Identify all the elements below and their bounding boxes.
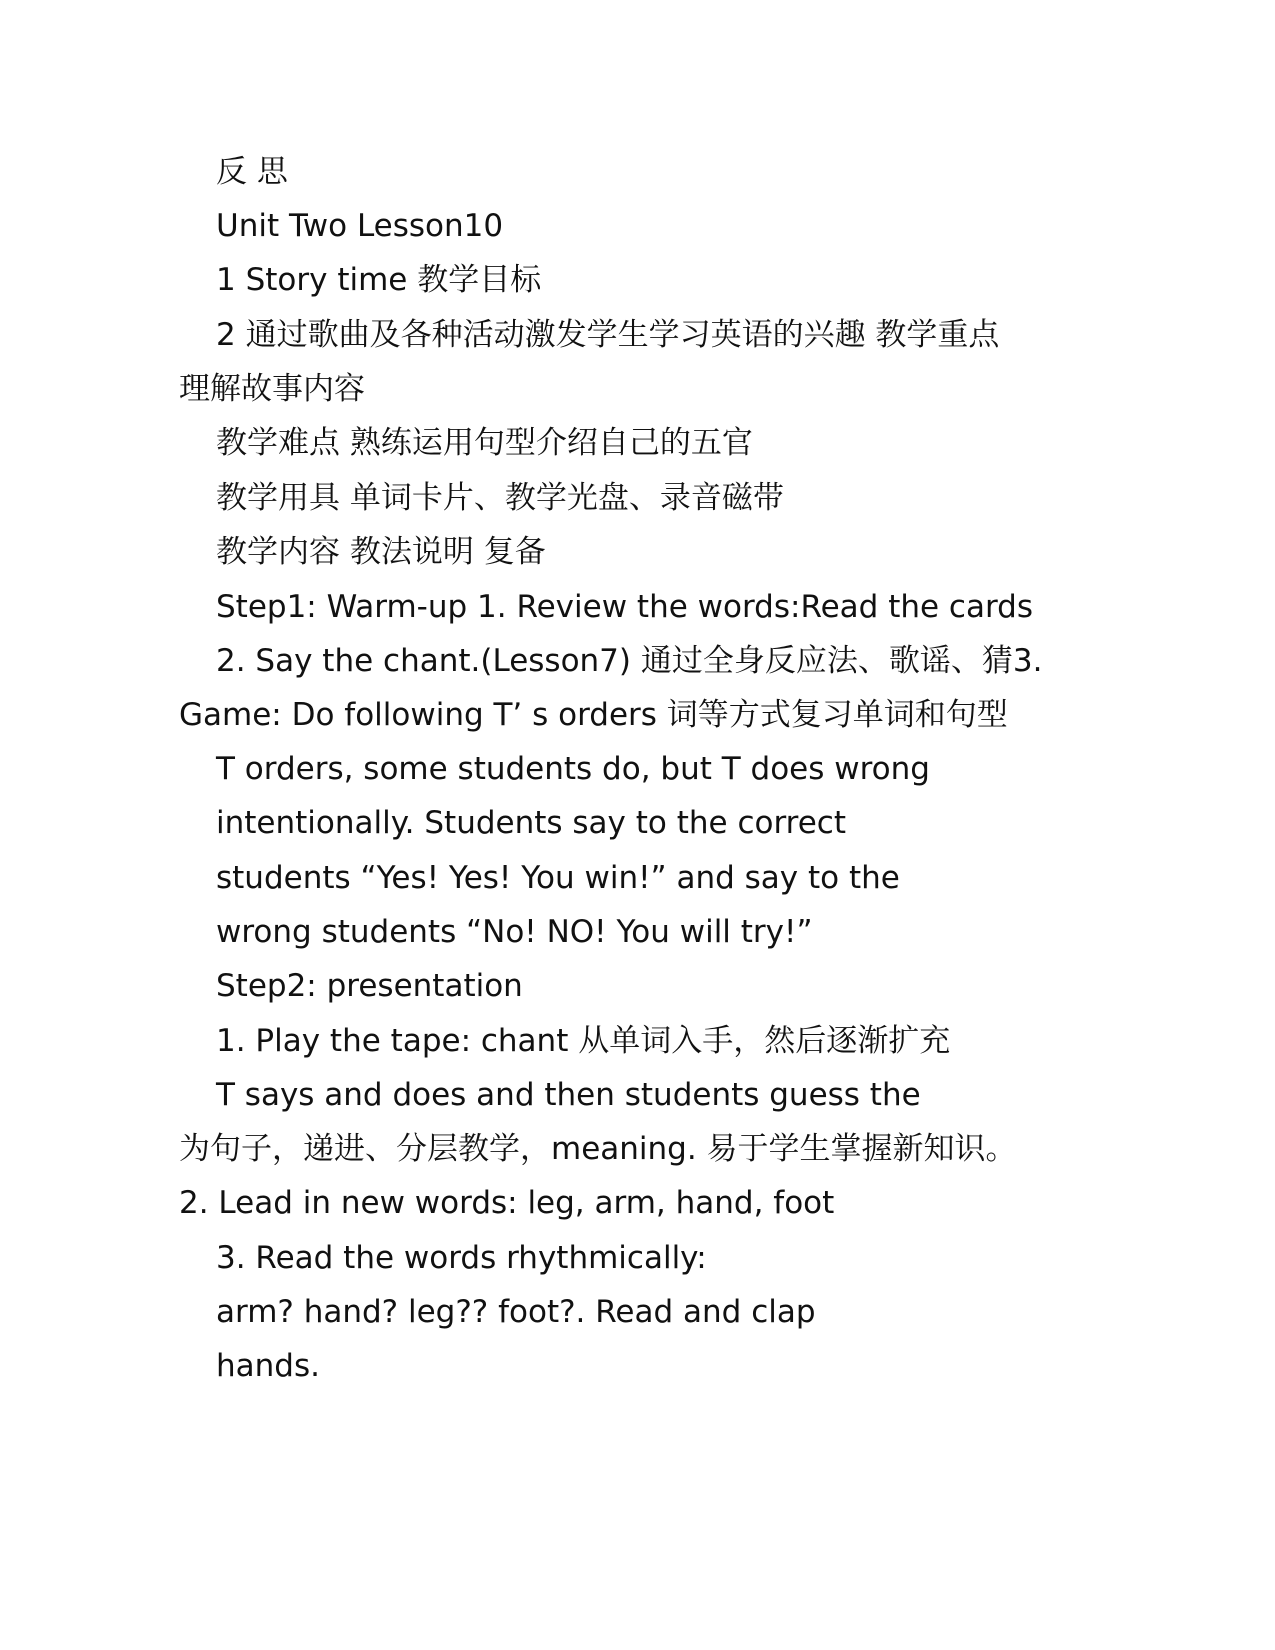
text-line: 2 通过歌曲及各种活动激发学生学习英语的兴趣 教学重点 — [216, 317, 1000, 353]
text-line: intentionally. Students say to the correct — [216, 805, 847, 841]
text-line: students “Yes! Yes! You win!” and say to the — [216, 860, 900, 896]
text-line: Game: Do following T’ s orders 词等方式复习单词和句型 — [179, 697, 1008, 733]
text-line: 3. Read the words rhythmically: — [216, 1240, 707, 1276]
text-line: 反 思 — [216, 154, 288, 190]
text-line: 2. Say the chant.(Lesson7) 通过全身反应法、歌谣、猜3. — [216, 643, 1043, 679]
text-line: 教学难点 熟练运用句型介绍自己的五官 — [216, 425, 753, 461]
text-line: 教学内容 教法说明 复备 — [216, 534, 546, 570]
text-line: 2. Lead in new words: leg, arm, hand, foot — [179, 1185, 835, 1221]
text-line: wrong students “No! NO! You will try!” — [216, 914, 813, 950]
text-line: 1. Play the tape: chant 从单词入手，然后逐渐扩充 — [216, 1023, 951, 1059]
text-line: 为句子，递进、分层教学，meaning. 易于学生掌握新知识。 — [179, 1131, 1017, 1167]
text-line: 1 Story time 教学目标 — [216, 262, 542, 298]
text-line: Unit Two Lesson10 — [216, 208, 504, 244]
text-line: hands. — [216, 1348, 320, 1384]
text-line: arm? hand? leg?? foot?. Read and clap — [216, 1294, 816, 1330]
text-line: 教学用具 单词卡片、教学光盘、录音磁带 — [216, 480, 784, 516]
text-line: 理解故事内容 — [179, 371, 365, 407]
text-line: T orders, some students do, but T does wrong — [216, 751, 930, 787]
text-line: T says and does and then students guess the — [216, 1077, 921, 1113]
text-line: Step1: Warm-up 1. Review the words:Read the cards — [216, 589, 1033, 625]
text-line: Step2: presentation — [216, 968, 523, 1004]
